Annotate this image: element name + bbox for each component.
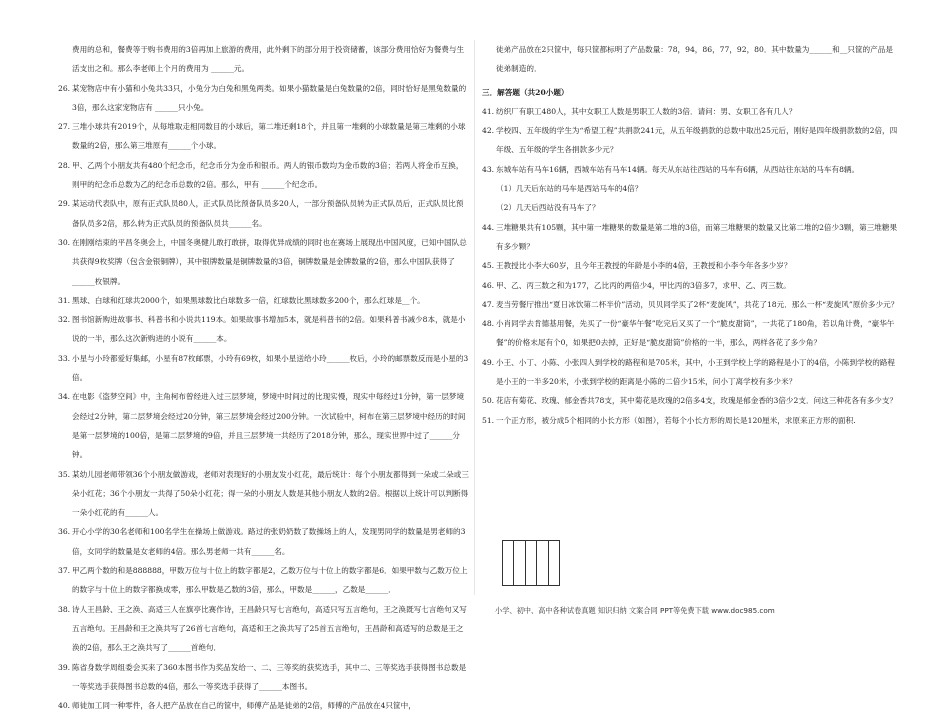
sub-question	[482, 179, 900, 198]
left-column	[58, 40, 470, 715]
question-item	[482, 160, 900, 179]
question-item	[482, 391, 900, 410]
question-text: 一个正方形，被分成5个相同的小长方形（如图），若每个小长方形的周长是120厘米，求原来正方形的面积.	[496, 415, 856, 425]
question-text: 花店有菊花、玫瑰、郁金香共78支，其中菊花是玫瑰的2倍多4支，玫瑰是郁金香的3倍少2支．问这三种花各有多少支？	[496, 396, 898, 406]
page-footer: 小学、初中、高中各种试卷真题 知识归纳 文案合同 PPT等免费下载 www.doc985.com	[495, 606, 775, 615]
question-item	[482, 40, 900, 79]
question-number	[58, 40, 72, 79]
question-item	[58, 522, 470, 561]
sub-question-text: （2）几天后西站没有马车了？	[496, 203, 600, 213]
question-text: 小王、小丁、小陈、小张四人到学校的路程和是705米，其中，小王到学校上学的路程是小丁的4倍，小陈到学校的路程是小王的一半多20米，小张到学校的距离是小陈的二倍少15米，问小丁离学校有多少米？	[496, 357, 896, 387]
small-rectangle	[549, 541, 559, 585]
question-number: 35.	[58, 469, 71, 479]
question-item	[58, 233, 470, 291]
question-text: 麦当劳餐厅推出“夏日冰饮第二杯半价”活动，贝贝同学买了2杯“麦旋风”，共花了18元．那么一杯“麦旋风”原价多少元？	[496, 299, 899, 309]
question-text: 某宠物店中有小猫和小兔共33只，小兔分为白兔和黑兔两类。如果小猫数量是白兔数量的2倍，同时恰好是黑兔数量的3倍，那么这家宠物店有 ______只小兔。	[72, 83, 467, 112]
question-item	[482, 218, 900, 257]
question-item	[58, 79, 470, 118]
question-number: 40.	[58, 701, 71, 711]
question-number: 45.	[482, 261, 495, 271]
question-item	[58, 349, 470, 388]
question-number: 46.	[482, 280, 495, 290]
question-item	[58, 194, 470, 233]
question-number: 37.	[58, 566, 71, 576]
question-text: 某运动代表队中，原有正式队员80人，正式队员比预备队员多20人，一部分预备队员转为正式队员后，正式队员比预备队员多2倍，那么转为正式队员的预备队员共______名。	[72, 199, 464, 228]
question-text: 在刚刚结束的平昌冬奥会上，中国冬奥健儿敢打敢拼，取得优异成绩的同时也在赛场上展现出中国风度，已知中国队总共获得9枚奖牌（包含金银铜牌），其中银牌数量是铜牌数量的3倍，铜牌数量是金牌数量的2倍，那么中国队获得了______枚银牌。	[72, 237, 467, 286]
question-text: 学校四、五年级的学生为“希望工程”共捐款241元，从五年级捐款的总数中取出25元后，刚好是四年级捐款数的2倍，四年级、五年级的学生各捐款多少元？	[496, 126, 898, 155]
question-text: 诗人王昌龄、王之涣、高适三人在旗亭比赛作诗，王昌龄只写七言绝句，高适只写五言绝句，王之涣既写七言绝句又写五言绝句。王昌龄和王之涣共写了26首七言绝句，高适和王之涣共写了25首五言绝句，王昌龄和高适写的总数是王之涣的2倍，那么王之涣共写了______首绝句．	[72, 604, 467, 653]
question-item	[482, 256, 900, 275]
question-item	[58, 465, 470, 523]
question-number: 49.	[482, 357, 495, 367]
question-text: 费用的总和，餐费等于购书费用的3倍再加上旅游的费用，此外剩下的部分用于投资储蓄，该部分费用恰好为餐费与生活支出之和。那么李老师上个月的费用为 ______元。	[72, 45, 465, 74]
question-item	[482, 276, 900, 295]
question-text: 小肖同学去肯德基用餐，先买了一份“豪华午餐”吃完后又买了一个“脆皮甜筒”，一共花了180角，若以角计费，“豪华午餐”的价格末尾有个0，如果把0去掉，正好是“脆皮甜筒”价格的一半，那么，两样各花了多少角？	[496, 319, 895, 348]
small-rectangle	[503, 541, 514, 585]
question-item	[482, 295, 900, 314]
question-item	[58, 561, 470, 600]
question-text: 图书馆新购进故事书、科普书和小说共119本。如果故事书增加5本，就是科普书的2倍。如果科普书减少8本，就是小说的一半，那么这次新购进的小说有______本。	[72, 315, 466, 344]
question-number: 34.	[58, 392, 71, 402]
question-item	[58, 658, 470, 697]
right-column	[482, 40, 900, 430]
question-item	[58, 600, 470, 658]
question-text: 徒弟产品放在2只筐中，每只筐都标明了产品数量：78，94，86，77，92，80．其中数量为______和__只筐的产品是徒弟制造的．	[496, 45, 893, 74]
question-number: 44.	[482, 222, 495, 232]
question-number: 26.	[58, 83, 71, 93]
question-number: 43.	[482, 164, 495, 174]
sub-question	[482, 198, 900, 217]
question-text: 在电影《盗梦空间》中，主角柯布曾经进入过三层梦境，梦境中时间过的比现实慢，现实中每经过1分钟，第一层梦境会经过2分钟，第二层梦境会经过20分钟，第三层梦境会经过200分钟。一次试验中，柯布在第三层梦境中经历的时间是第一层梦境的100倍，是第二层梦境的9倍，并且三层梦境一共经历了2018分钟，那么，现实世界中过了______分钟。	[72, 392, 466, 460]
question-number: 30.	[58, 237, 71, 247]
question-item	[482, 353, 900, 392]
sub-question-text: （1）几天后东站的马车是西站马车的4倍？	[496, 184, 643, 194]
small-rectangle	[514, 541, 525, 585]
question-text: 黑球、白球和红球共2000个，如果黑球数比白球数多一倍，红球数比黑球数多200个，那么红球是__个。	[72, 295, 425, 305]
question-text: 开心小学的30名老师和100名学生在操场上做游戏。路过的张奶奶数了数操场上的人，发现男同学的数量是男老师的3倍，女同学的数量是女老师的4倍。那么男老师一共有______名。	[72, 527, 466, 556]
question-number: 47.	[482, 299, 495, 309]
question-item	[482, 102, 900, 121]
question-number: 41.	[482, 106, 495, 116]
question-text: 纺织厂有职工480人，其中女职工人数是男职工人数的3倍．请问：男、女职工各有几人？	[496, 106, 797, 116]
question-item	[58, 40, 470, 79]
section-title: 三．解答题（共20小题）	[482, 87, 569, 97]
question-text: 甲、乙两个小朋友共有480个纪念币，纪念币分为金币和银币。两人的银币数均为金币数的3倍；若两人将金币互换，则甲的纪念币总数为乙的纪念币总数的2倍。那么，甲有 ______个纪念币。	[72, 160, 464, 190]
question-item	[58, 387, 470, 464]
question-item	[482, 121, 900, 160]
question-text: 三堆糖果共有105颗，其中第一堆糖果的数量是第二堆的3倍，而第三堆糖果的数量又比第二堆的2倍少3颗，第三堆糖果有多少颗？	[496, 222, 898, 251]
question-text: 甲乙两个数的和是888888，甲数万位与十位上的数字都是2，乙数万位与十位上的数字都是6．如果甲数与乙数万位上的数字与十位上的数字都换成零，那么甲数是乙数的3倍，那么，甲数是______，乙数是______．	[72, 566, 468, 595]
question-number: 28.	[58, 160, 71, 170]
question-number: 39.	[58, 662, 71, 672]
question-number: 48.	[482, 319, 495, 329]
question-number: 29.	[58, 199, 71, 209]
question-number: 36.	[58, 527, 71, 537]
question-text: 三堆小球共有2019个，从每堆取走相同数目的小球后，第二堆还剩18个，并且第一堆剩的小球数量是第三堆剩的小球数量的2倍，那么第三堆原有______个小球。	[72, 122, 466, 151]
question-text: 王教授比小李大60岁，且今年王教授的年龄是小李的4倍，王教授和小李今年各多少岁？	[496, 261, 792, 271]
question-text: 小星与小玲都爱好集邮，小星有87枚邮票，小玲有69枚，如果小星送给小玲______枚后，小玲的邮票数反而是小星的3倍。	[72, 353, 469, 383]
small-rectangle	[526, 541, 537, 585]
rectangle-figure	[502, 540, 560, 586]
question-item	[58, 156, 470, 195]
question-number: 50.	[482, 396, 495, 406]
question-item	[58, 117, 470, 156]
small-rectangle	[537, 541, 548, 585]
question-text: 东城车站有马车16辆，西城车站有马车14辆。每天从东站往西站的马车有6辆，从西站往东站的马车有8辆。	[496, 164, 860, 174]
question-item	[58, 291, 470, 310]
question-item	[482, 314, 900, 353]
question-number: 32.	[58, 315, 71, 325]
question-item	[58, 696, 470, 715]
question-text: 甲、乙、丙三数之和为177，乙比丙的两倍少4，甲比丙的3倍多7，求甲、乙、丙三数。	[496, 280, 791, 290]
question-number: 51.	[482, 415, 495, 425]
question-text: 某幼儿园老师带领36个小朋友做游戏，老师对表现好的小朋友发小红花，最后统计：每个小朋友都得到一朵或二朵或三朵小红花；36个小朋友一共得了50朵小红花；得一朵的小朋友人数是其他小朋友人数的2倍。根据以上统计可以判断得一朵小红花的有______人。	[72, 469, 469, 518]
question-number: 33.	[58, 353, 71, 363]
question-text: 陈省身数学周组委会买来了360本图书作为奖品发给一、二、三等奖的获奖选手，其中二、三等奖选手获得图书总数是一等奖选手获得图书总数的4倍，那么一等奖选手获得了______本图书。	[72, 662, 467, 691]
column-divider	[474, 40, 475, 595]
question-number: 42.	[482, 126, 495, 136]
question-number: 27.	[58, 122, 71, 132]
question-item	[58, 310, 470, 349]
question-number	[482, 40, 496, 79]
question-text: 师徒加工同一种零件，各人把产品放在自己的筐中，师傅产品是徒弟的2倍，师傅的产品放在4只筐中，	[72, 701, 416, 711]
question-item	[482, 411, 900, 430]
question-number: 31.	[58, 295, 71, 305]
question-number: 38.	[58, 604, 71, 614]
